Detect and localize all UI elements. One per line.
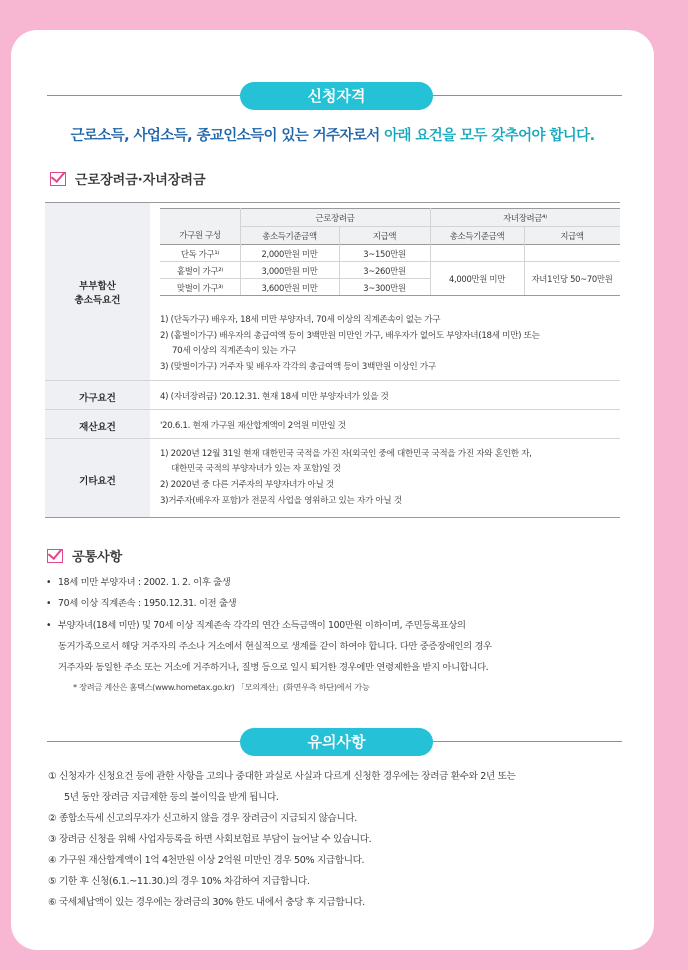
group-child-incentive: 자녀장려금⁴⁾ (503, 213, 547, 223)
subsection-title-text: 근로장려금·자녀장려금 (75, 173, 206, 188)
caution-item: ⑥ 국세체납액이 있는 경우에는 장려금의 30% 한도 내에서 충당 후 지급합니다. (48, 897, 365, 908)
col-total-income-child: 총소득기준금액 (449, 231, 505, 241)
common-footnote: * 장려금 계산은 홈택스(www.hometax.go.kr) 「모의계산」(화면우측 하단)에서 가능 (73, 682, 370, 692)
inner-table-top (160, 208, 620, 209)
child-income-cell: 4,000만원 미만 (449, 274, 505, 284)
common-bullet-continued: 거주자와 동일한 주소 또는 거소에 거주하거나, 질병 등으로 일시 퇴거한 경우에만 연령제한을 받지 아니합니다. (58, 662, 489, 673)
property-requirement-text: '20.6.1. 현재 가구원 재산합계액이 2억원 미만일 것 (160, 421, 346, 431)
common-bullet-continued: 동거가족으로서 해당 거주자의 주소나 거소에서 현실적으로 생계를 같이 하여야 합니다. 다만 중증장애인의 경우 (58, 641, 492, 652)
table-row-income: 3,600만원 미만 (261, 283, 318, 293)
common-title-text: 공통사항 (72, 550, 123, 565)
table-row-type: 홑벌이 가구²⁾ (176, 266, 224, 276)
other-requirement-line: 2) 2020년 중 다른 거주자의 부양자녀가 아닐 것 (160, 480, 334, 490)
table-row-type: 단독 가구¹⁾ (180, 249, 220, 259)
section-title-badge: 유의사항 (240, 728, 433, 756)
child-payment-cell: 자녀1인당 50~70만원 (531, 274, 613, 284)
col-household: 가구원 구성 (179, 230, 221, 240)
common-bullet: • 70세 이상 직계존속 : 1950.12.31. 이전 출생 (46, 598, 237, 609)
common-bullet: • 18세 미만 부양자녀 : 2002. 1. 2. 이후 출생 (46, 577, 231, 588)
content-card (11, 30, 654, 950)
income-note: 2) (홑벌이가구) 배우자의 총급여액 등이 3백만원 미만인 가구, 배우자가 없어도 부양자녀(18세 미만) 또는 (160, 331, 540, 341)
income-note: 70세 이상의 직계존속이 있는 가구 (172, 346, 297, 356)
table-row-type: 맞벌이 가구³⁾ (176, 283, 224, 293)
table-row-income: 2,000만원 미만 (261, 249, 318, 259)
income-note: 1) (단독가구) 배우자, 18세 미만 부양자녀, 70세 이상의 직계존속이 없는 가구 (160, 315, 441, 325)
col-total-income: 총소득기준금액 (262, 231, 317, 241)
table-bottom-rule (45, 517, 620, 518)
property-requirement-label: 재산요건 (79, 422, 116, 433)
income-note: 3) (맞벌이가구) 거주자 및 배우자 각각의 총급여액 등이 3백만원 이상인 가구 (160, 362, 436, 372)
income-requirement-label: 부부합산 총소득요건 (74, 281, 121, 306)
headline-part2: 아래 요건을 모두 갖추어야 합니다. (384, 128, 595, 144)
col-payment: 지급액 (372, 231, 397, 241)
col-payment-child: 지급액 (560, 231, 584, 241)
common-bullet: • 부양자녀(18세 미만) 및 70세 이상 직계존속 각각의 연간 소득금액이 100만원 이하이며, 주민등록표상의 (46, 620, 466, 631)
section-title-badge: 신청자격 (240, 82, 433, 110)
caution-item: ① 신청자가 신청요건 등에 관한 사항을 고의나 중대한 과실로 사실과 다르게 신청한 경우에는 장려금 환수와 2년 또는 (48, 771, 516, 782)
headline-part1: 근로소득, 사업소득, 종교인소득이 있는 거주자로서 (70, 128, 385, 144)
group-work-incentive: 근로장려금 (315, 213, 355, 223)
subsection-title (50, 169, 206, 188)
caution-item: ② 종합소득세 신고의무자가 신고하지 않을 경우 장려금이 지급되지 않습니다. (48, 813, 357, 824)
table-row-payment: 3~150만원 (363, 249, 406, 259)
table-row-income: 3,000만원 미만 (261, 266, 318, 276)
household-requirement-label: 가구요건 (79, 393, 116, 404)
headline (11, 124, 654, 145)
caution-item: ④ 가구원 재산합계액이 1억 4천만원 이상 2억원 미만인 경우 50% 지급합니다. (48, 855, 365, 866)
caution-item: ③ 장려금 신청을 위해 사업자등록을 하면 사회보험료 부담이 늘어날 수 있습니다. (48, 834, 372, 845)
table-row-payment: 3~260만원 (363, 266, 406, 276)
other-requirement-label: 기타요건 (79, 476, 116, 487)
caution-item: ⑤ 기한 후 신청(6.1.~11.30.)의 경우 10% 차감하여 지급합니다. (48, 876, 310, 887)
other-requirement-line: 대한민국 국적의 부양자녀가 있는 자 포함)일 것 (171, 464, 341, 474)
other-requirement-line: 1) 2020년 12월 31일 현재 대한민국 국적을 가진 자(외국인 중에 대한민국 국적을 가진 자와 혼인한 자, (160, 449, 532, 459)
check-box-icon (50, 172, 66, 186)
table-row-payment: 3~300만원 (363, 283, 406, 293)
other-requirement-line: 3)거주자(배우자 포함)가 전문직 사업을 영위하고 있는 자가 아닐 것 (160, 496, 402, 506)
check-box-icon (47, 549, 63, 563)
common-title (47, 546, 122, 565)
household-requirement-text: 4) (자녀장려금) '20.12.31. 현재 18세 미만 부양자녀가 있을 것 (160, 392, 389, 402)
caution-item: 5년 동안 장려금 지급제한 등의 불이익을 받게 됩니다. (64, 792, 279, 803)
